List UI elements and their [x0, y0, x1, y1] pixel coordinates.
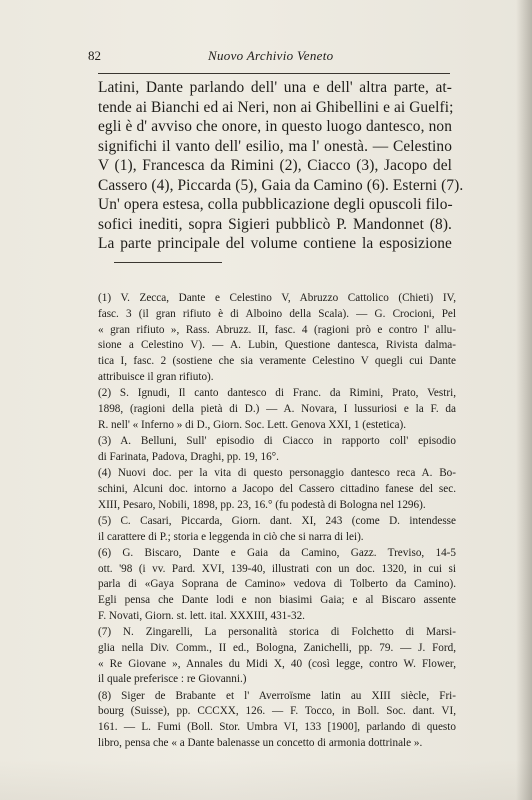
- body-line: Cassero (4), Piccarda (5), Gaia da Camino (6). Esterni (7).: [98, 176, 464, 194]
- footnote-1: [98, 291, 456, 386]
- footnote-line: (5) C. Casari, Piccarda, Giorn. dant. XI, 243 (come D. intendesse: [98, 514, 456, 527]
- page-number: 82: [88, 48, 101, 63]
- footnote-line: « Re Giovane », Annales du Midi X, 40 (così legge, contro W. Flower,: [98, 657, 456, 670]
- footnote-line: R. nell' « Inferno » di D., Giorn. Soc. Lett. Genova XXI, 1 (estetica).: [98, 418, 407, 431]
- page-bottom-shading: [0, 760, 532, 800]
- footnote-line: tica I, fasc. 2 (sostiene che sia veramente Celestino V quegli cui Dante: [98, 355, 456, 368]
- footnote-line: « gran rifiuto », Rass. Abruzz. II, fasc. 4 (ragioni prò e contro l' allu-: [98, 323, 456, 336]
- footnote-line: bourg (Suisse), pp. CCCXX, 126. — F. Tocco, in Boll. Soc. dant. VI,: [98, 705, 456, 718]
- footnote-line: (7) N. Zingarelli, La personalità storica di Folchetto di Marsi-: [98, 626, 456, 639]
- body-line: tende ai Bianchi ed ai Neri, non ai Ghibellini e ai Guelfi;: [98, 98, 454, 116]
- footnote-line: 161. — L. Fumi (Boll. Stor. Umbra VI, 133 [1900], parlando di questo: [98, 721, 456, 734]
- footnote-line: XIII, Pesaro, Nobili, 1898, pp. 23, 16.° (fu podestà di Bologna nel 1296).: [98, 498, 426, 511]
- footnote-line: (4) Nuovi doc. per la vita di questo personaggio dantesco reca A. Bo-: [98, 466, 456, 479]
- footnote-line: F. Novati, Giorn. st. lett. ital. XXXIII, 431-32.: [98, 609, 305, 622]
- footnote-line: (2) S. Ignudi, Il canto dantesco di Franc. da Rimini, Prato, Vestri,: [98, 387, 456, 400]
- footnote-separator: [114, 262, 222, 263]
- footnote-5: [98, 514, 456, 546]
- footnote-line: 1898, (ragioni della pietà di D.) — A. Novara, I lussuriosi e la F. da: [98, 402, 456, 415]
- footnotes: [98, 291, 456, 752]
- header-rule: [98, 73, 450, 74]
- footnote-line: (8) Siger de Brabante et l' Averroïsme latin au XIII siècle, Fri-: [98, 689, 456, 702]
- footnote-line: fasc. 3 (il gran rifiuto è di Alboino della Scala). — G. Crocioni, Pel: [98, 307, 456, 320]
- body-line: V (1), Francesca da Rimini (2), Ciacco (3), Jacopo del: [98, 157, 452, 174]
- footnote-line: il carattere di P.; storia e leggenda in ciò che si narra di lei).: [98, 530, 364, 543]
- footnote-line: glia nella Div. Comm., II ed., Bologna, Zanichelli, pp. 79. — J. Ford,: [98, 641, 456, 654]
- footnote-line: Egli pensa che Dante lodi e non biasimi Gaia; e al Biscaro assente: [98, 594, 456, 607]
- body-line: Latini, Dante parlando dell' una e dell' altra parte, at-: [98, 79, 452, 96]
- footnote-line: schini, Alcuni doc. intorno a Jacopo del Cassero cittadino fanese del sec.: [98, 482, 456, 495]
- main-text: [98, 78, 464, 254]
- body-line: significhi il vanto dell' esilio, ma l' onestà. — Celestino: [98, 137, 452, 155]
- running-header: [88, 48, 460, 68]
- body-line: Un' opera estesa, colla pubblicazione degli opuscoli filo-: [98, 196, 453, 213]
- footnote-8: [98, 689, 456, 752]
- footnote-line: attribuisce il gran rifiuto).: [98, 370, 214, 383]
- footnote-line: sione a Celestino V). — A. Lubin, Questione dantesca, Rivista dalma-: [98, 339, 456, 352]
- body-line: sofici inediti, sopra Sigieri pubblicò P. Mandonnet (8).: [98, 215, 452, 233]
- body-line: egli è d' avviso che onore, in questo luogo dantesco, non: [98, 118, 452, 135]
- running-title: Nuovo Archivio Veneto: [208, 48, 334, 63]
- page-right-edge-shadow: [516, 0, 532, 800]
- footnote-line: (1) V. Zecca, Dante e Celestino V, Abruzzo Cattolico (Chieti) IV,: [98, 292, 456, 304]
- footnote-6: [98, 546, 456, 625]
- footnote-line: parla di «Gaya Soprana de Camino» vedova di Tolberto da Camino).: [98, 578, 456, 591]
- footnote-line: ott. '98 (i vv. Pard. XVI, 139-40, illustrati con un doc. 1320, in cui si: [98, 562, 456, 575]
- footnote-line: (3) A. Belluni, Sull' episodio di Ciacco in rapporto coll' episodio: [98, 434, 456, 447]
- footnote-3: [98, 434, 456, 466]
- footnote-line: (6) G. Biscaro, Dante e Gaia da Camino, Gazz. Treviso, 14-5: [98, 546, 456, 559]
- footnote-2: [98, 386, 456, 433]
- footnote-line: il quale preferisce : re Giovanni.): [98, 673, 247, 686]
- footnote-4: [98, 466, 456, 513]
- footnote-line: libro, pensa che « a Dante balenasse un concetto di armonia dottrinale ».: [98, 737, 423, 750]
- footnote-line: di Farinata, Padova, Draghi, pp. 19, 16°.: [98, 450, 279, 463]
- footnote-7: [98, 625, 456, 688]
- body-line: La parte principale del volume contiene la esposizione: [98, 235, 452, 252]
